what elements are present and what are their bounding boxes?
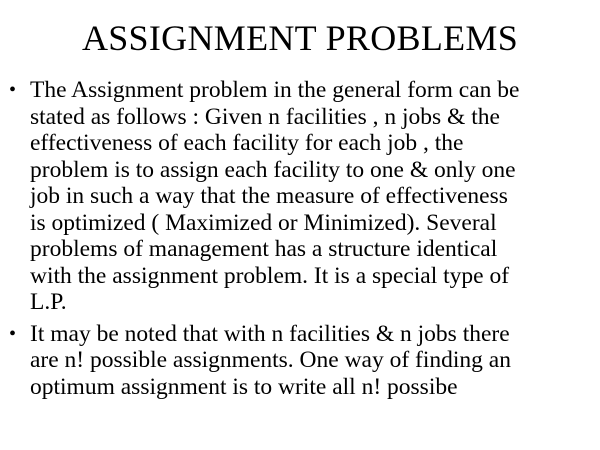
bullet-1-line-7: problems of management has a structure identical (30, 236, 498, 262)
bullet-1-line-2: stated as follows : Given n facilities , n jobs & the (30, 103, 500, 130)
bullet-dot-icon: • (9, 322, 17, 345)
slide-title: ASSIGNMENT PROBLEMS (81, 18, 519, 58)
bullet-1-line-5: job in such a way that the measure of effectiveness (30, 183, 508, 209)
bullet-1-line-3: effectiveness of each facility for each job , the (30, 130, 464, 156)
bullet-dot-icon: • (9, 79, 17, 101)
bullet-2-line-1: It may be noted that with n facilities & n jobs there (30, 320, 510, 347)
bullet-1-line-9: L.P. (30, 289, 67, 315)
bullet-2-line-2: are n! possible assignments. One way of finding an (30, 347, 511, 373)
bullet-1-line-8: with the assignment problem. It is a special type of (30, 262, 510, 289)
bullet-item-1 (0, 77, 600, 316)
bullet-1-line-6: is optimized ( Maximized or Minimized). Several (30, 209, 497, 236)
bullet-item-2 (0, 321, 600, 401)
bullet-1-line-4: problem is to assign each facility to one & only one (30, 156, 516, 183)
bullet-list (0, 77, 600, 405)
bullet-1-line-1: The Assignment problem in the general form can be (30, 77, 520, 103)
bullet-2-line-3: optimum assignment is to write all n! possibe (30, 373, 458, 400)
